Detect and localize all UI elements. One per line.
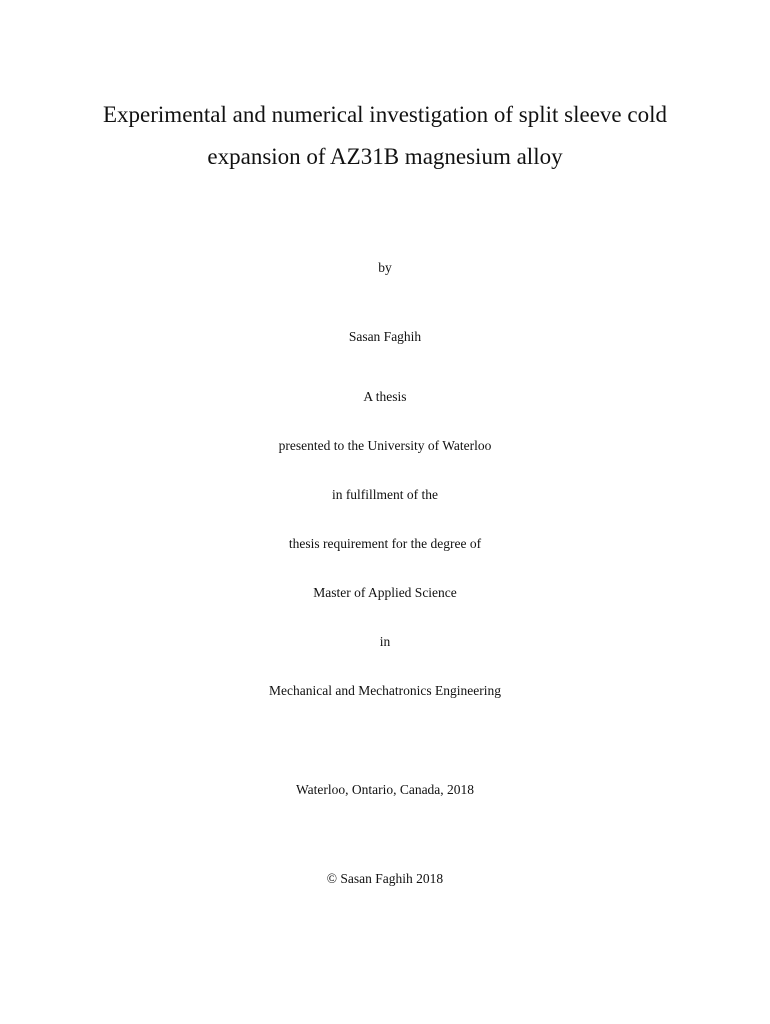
location-date: Waterloo, Ontario, Canada, 2018 [295, 782, 475, 797]
by-text: by [378, 260, 392, 275]
program-name: Mechanical and Mechatronics Engineering [268, 683, 502, 698]
copyright-notice: © Sasan Faghih 2018 [326, 871, 444, 886]
author-name: Sasan Faghih [348, 329, 422, 344]
title-line-2: expansion of AZ31B magnesium alloy [207, 144, 563, 169]
requirement-text: thesis requirement for the degree of [288, 536, 482, 551]
thesis-label: A thesis [363, 389, 407, 404]
degree-name: Master of Applied Science [313, 585, 457, 600]
in-text: in [379, 634, 391, 649]
presented-to-text: presented to the University of Waterloo [278, 438, 492, 453]
fulfillment-text: in fulfillment of the [331, 487, 439, 502]
title-line-1: Experimental and numerical investigation of split sleeve cold [103, 102, 667, 127]
